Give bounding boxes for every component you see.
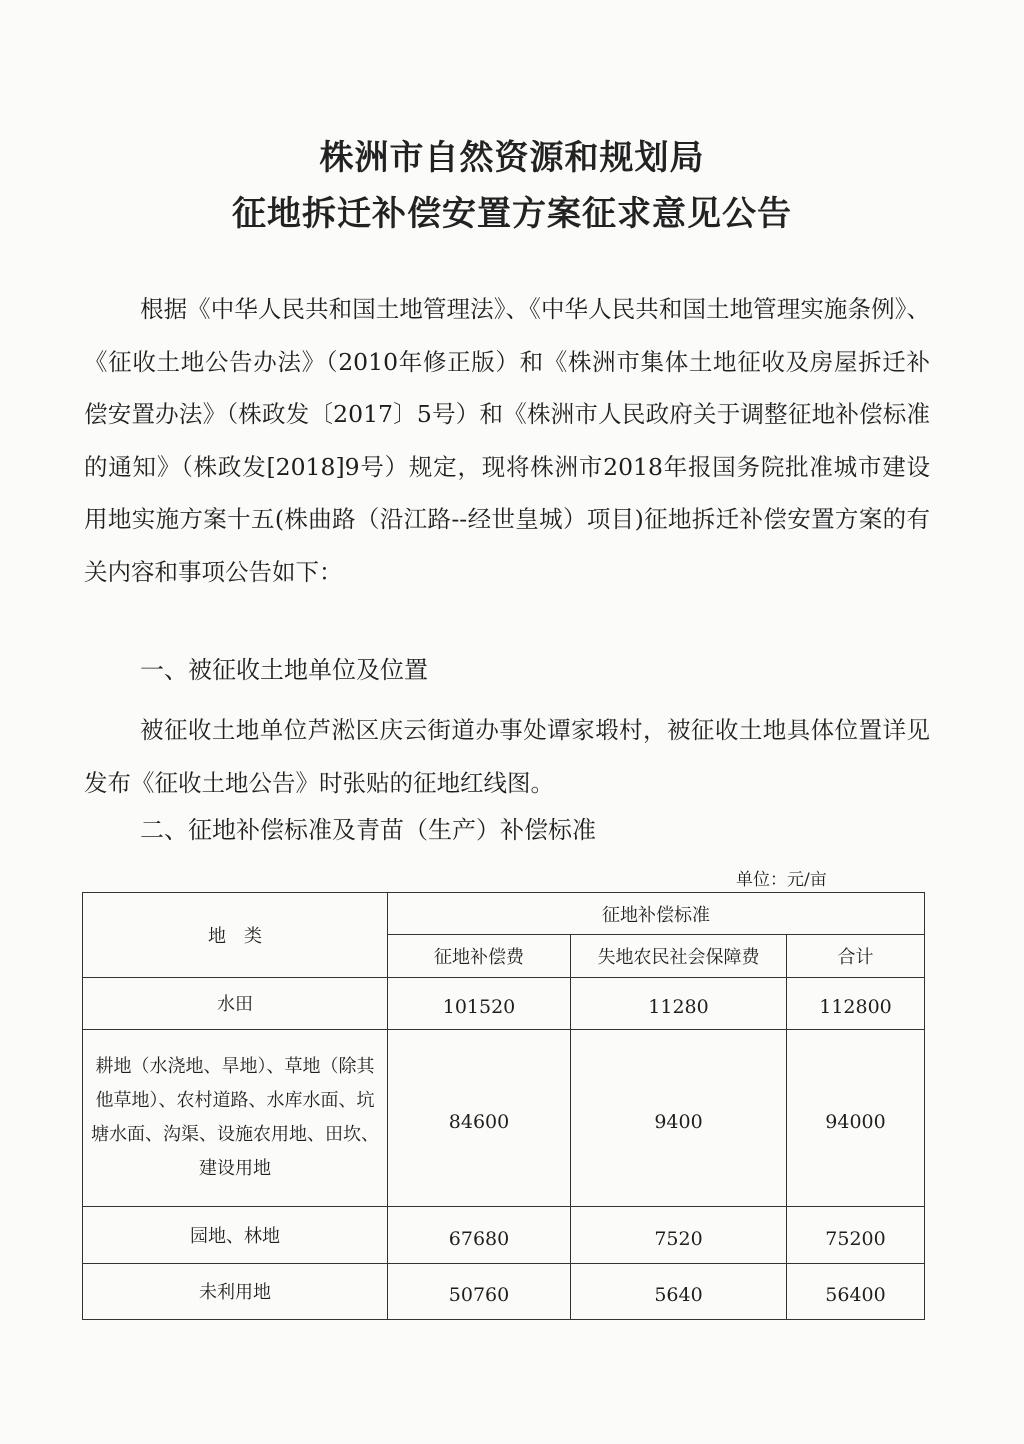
header-compensation-standard: 征地补偿标准 (388, 893, 925, 935)
header-compensation-fee: 征地补偿费 (388, 935, 571, 977)
intro-paragraph: 根据《中华人民共和国土地管理法》、《中华人民共和国土地管理实施条例》、《征收土地公告办法》（2010年修正版）和《株洲市集体土地征收及房屋拆迁补偿安置办法》（株政发〔2017〕5号）和《株洲市人民政府关于调整征地补偿标准的通知》（株政发[2018]9号）规定，现将株洲市2018年报国务院批准城市建设用地实施方案十五(株曲路（沿江路--经世皇城）项目)征地拆迁补偿安置方案的有关内容和事项公告如下： (84, 295, 930, 586)
unit-label: 单位：元/亩 (736, 870, 827, 890)
table-row (83, 1263, 925, 1319)
land-type-cell: 未利用地 (83, 1263, 388, 1319)
document-title-line1: 株洲市自然资源和规划局 (319, 138, 705, 178)
total-cell: 94000 (787, 1029, 925, 1206)
header-land-type: 地 类 (83, 893, 388, 978)
land-type-cell: 园地、林地 (83, 1207, 388, 1263)
total-cell: 56400 (787, 1263, 925, 1319)
compensation-fee-cell: 84600 (388, 1029, 571, 1206)
social-security-cell: 5640 (571, 1263, 787, 1319)
table-row (83, 1207, 925, 1263)
total-cell: 112800 (787, 977, 925, 1029)
header-social-security-fee: 失地农民社会保障费 (571, 935, 787, 977)
social-security-cell: 9400 (571, 1029, 787, 1206)
total-cell: 75200 (787, 1207, 925, 1263)
section1-heading: 一、被征收土地单位及位置 (140, 656, 428, 684)
compensation-table (82, 892, 925, 1320)
document-title-line2: 征地拆迁补偿安置方案征求意见公告 (232, 194, 792, 234)
land-type-cell: 水田 (83, 977, 388, 1029)
header-total: 合计 (787, 935, 925, 977)
social-security-cell: 7520 (571, 1207, 787, 1263)
compensation-fee-cell: 67680 (388, 1207, 571, 1263)
social-security-cell: 11280 (571, 977, 787, 1029)
compensation-fee-cell: 101520 (388, 977, 571, 1029)
table-row (83, 977, 925, 1029)
section2-heading: 二、征地补偿标准及青苗（生产）补偿标准 (140, 816, 596, 844)
section1-paragraph: 被征收土地单位芦淞区庆云街道办事处谭家塅村，被征收土地具体位置详见发布《征收土地公告》时张贴的征地红线图。 (84, 716, 930, 797)
compensation-fee-cell: 50760 (388, 1263, 571, 1319)
table-row (83, 1029, 925, 1206)
land-type-cell: 耕地（水浇地、旱地）、草地（除其他草地）、农村道路、水库水面、坑塘水面、沟渠、设施农用地、田坎、建设用地 (83, 1029, 388, 1206)
